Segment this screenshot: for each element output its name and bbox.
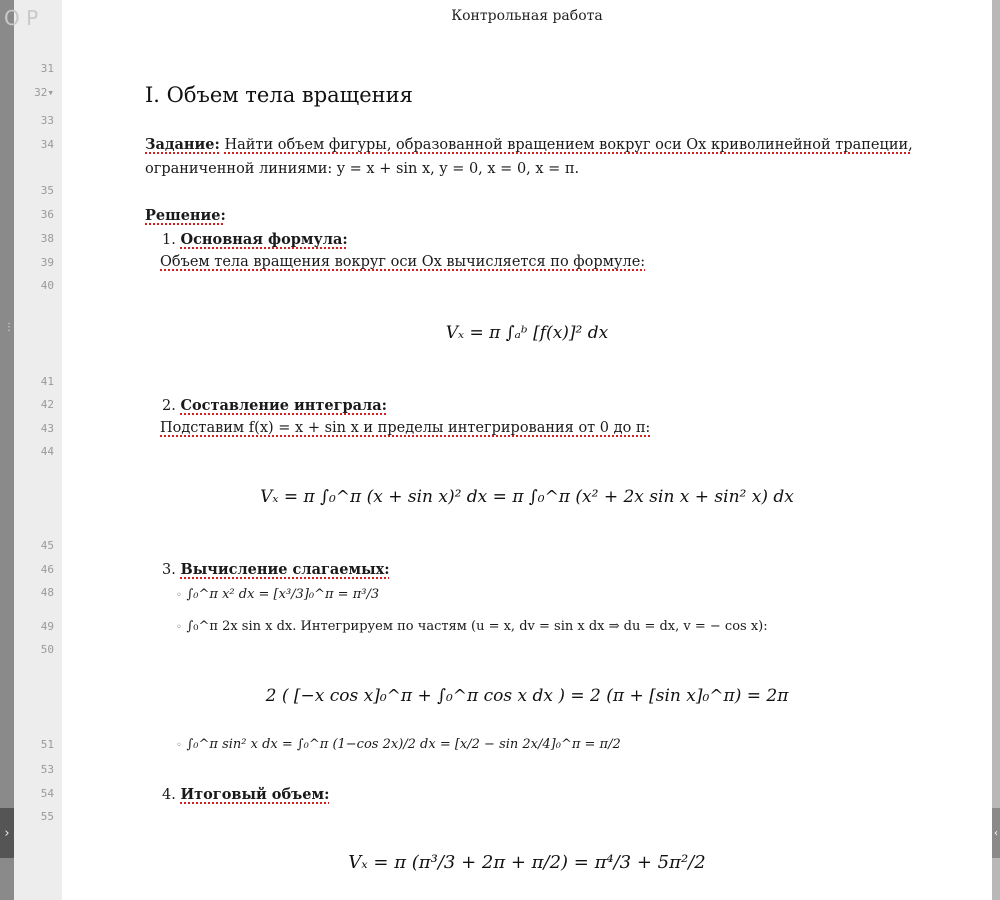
- solution-label: Решение:: [145, 207, 226, 224]
- line-number[interactable]: 53: [40, 763, 54, 776]
- bullet-icon: ◦: [176, 740, 182, 751]
- line-number[interactable]: 35: [40, 184, 54, 197]
- step-1-text: Объем тела вращения вокруг оси Ox вычисляется по формуле:: [160, 254, 646, 270]
- line-number[interactable]: 49: [40, 620, 54, 633]
- bullet-icon: ◦: [176, 622, 182, 633]
- line-number[interactable]: 54: [40, 787, 54, 800]
- task-text-line-1: Найти объем фигуры, образованной вращением вокруг оси Ox криволинейной трапеции,: [224, 137, 913, 153]
- line-number[interactable]: 43: [40, 422, 54, 435]
- line-number[interactable]: 41: [40, 375, 54, 388]
- expand-right-icon[interactable]: ‹: [992, 808, 1000, 858]
- step-number: 3.: [162, 562, 176, 578]
- step-title: Итоговый объем:: [180, 786, 330, 803]
- app-logo-icon: O P: [4, 6, 39, 30]
- line-number[interactable]: 50: [40, 643, 54, 656]
- right-sidebar-edge: [992, 0, 1000, 900]
- list-item: [176, 586, 379, 602]
- line-number[interactable]: 38: [40, 232, 54, 245]
- step-4-heading: [162, 786, 329, 803]
- step-number: 2.: [162, 398, 176, 414]
- document-title: Контрольная работа: [451, 8, 603, 24]
- line-number[interactable]: 42: [40, 398, 54, 411]
- step-number: 1.: [162, 232, 176, 248]
- line-number[interactable]: 33: [40, 114, 54, 127]
- drag-handle-icon[interactable]: ⋮: [4, 322, 14, 333]
- step-1-heading: [162, 231, 348, 248]
- section-heading: I. Объем тела вращения: [145, 83, 413, 107]
- step-title: Составление интеграла:: [180, 397, 388, 414]
- formula-integral-setup: Vₓ = π ∫₀^π (x + sin x)² dx = π ∫₀^π (x² + 2x sin x + sin² x) dx: [260, 487, 794, 507]
- task-text-line-2: ограниченной линиями: y = x + sin x, y = 0, x = 0, x = π.: [145, 161, 580, 177]
- line-number[interactable]: 44: [40, 445, 54, 458]
- integral-term-3: ∫₀^π sin² x dx = ∫₀^π (1−cos 2x)/2 dx = [x/2 − sin 2x/4]₀^π = π/2: [186, 737, 621, 752]
- line-number[interactable]: 45: [40, 539, 54, 552]
- line-number[interactable]: 51: [40, 738, 54, 751]
- expand-left-icon[interactable]: ›: [0, 808, 14, 858]
- step-number: 4.: [162, 787, 176, 803]
- task-paragraph: [145, 136, 913, 153]
- formula-final-volume: Vₓ = π (π³/3 + 2π + π/2) = π⁴/3 + 5π²/2: [348, 852, 706, 873]
- step-title: Вычисление слагаемых:: [180, 561, 390, 578]
- task-label: Задание:: [145, 136, 220, 153]
- formula-volume-general: Vₓ = π ∫ₐᵇ [f(x)]² dx: [445, 323, 609, 343]
- formula-parts-integration: 2 ( [−x cos x]₀^π + ∫₀^π cos x dx ) = 2 (π + [sin x]₀^π) = 2π: [265, 686, 789, 706]
- line-number[interactable]: 40: [40, 279, 54, 292]
- step-2-text: Подставим f(x) = x + sin x и пределы интегрирования от 0 до π:: [160, 420, 651, 436]
- step-3-heading: [162, 561, 390, 578]
- step-title: Основная формула:: [180, 231, 348, 248]
- integral-term-1: ∫₀^π x² dx = [x³/3]₀^π = π³/3: [186, 587, 380, 602]
- left-sidebar-edge: [0, 0, 14, 900]
- list-item: [176, 618, 768, 634]
- line-number[interactable]: 55: [40, 810, 54, 823]
- line-number[interactable]: 34: [40, 138, 54, 151]
- line-number[interactable]: 32▾: [34, 86, 54, 99]
- list-item: [176, 736, 621, 752]
- line-number[interactable]: 46: [40, 563, 54, 576]
- line-number[interactable]: 36: [40, 208, 54, 221]
- line-number[interactable]: 48: [40, 586, 54, 599]
- step-2-heading: [162, 397, 387, 414]
- bullet-icon: ◦: [176, 590, 182, 601]
- line-number[interactable]: 39: [40, 256, 54, 269]
- line-number[interactable]: 31: [40, 62, 54, 75]
- integral-term-2: ∫₀^π 2x sin x dx. Интегрируем по частям (u = x, dv = sin x dx ⇒ du = dx, v = − cos x):: [186, 619, 768, 634]
